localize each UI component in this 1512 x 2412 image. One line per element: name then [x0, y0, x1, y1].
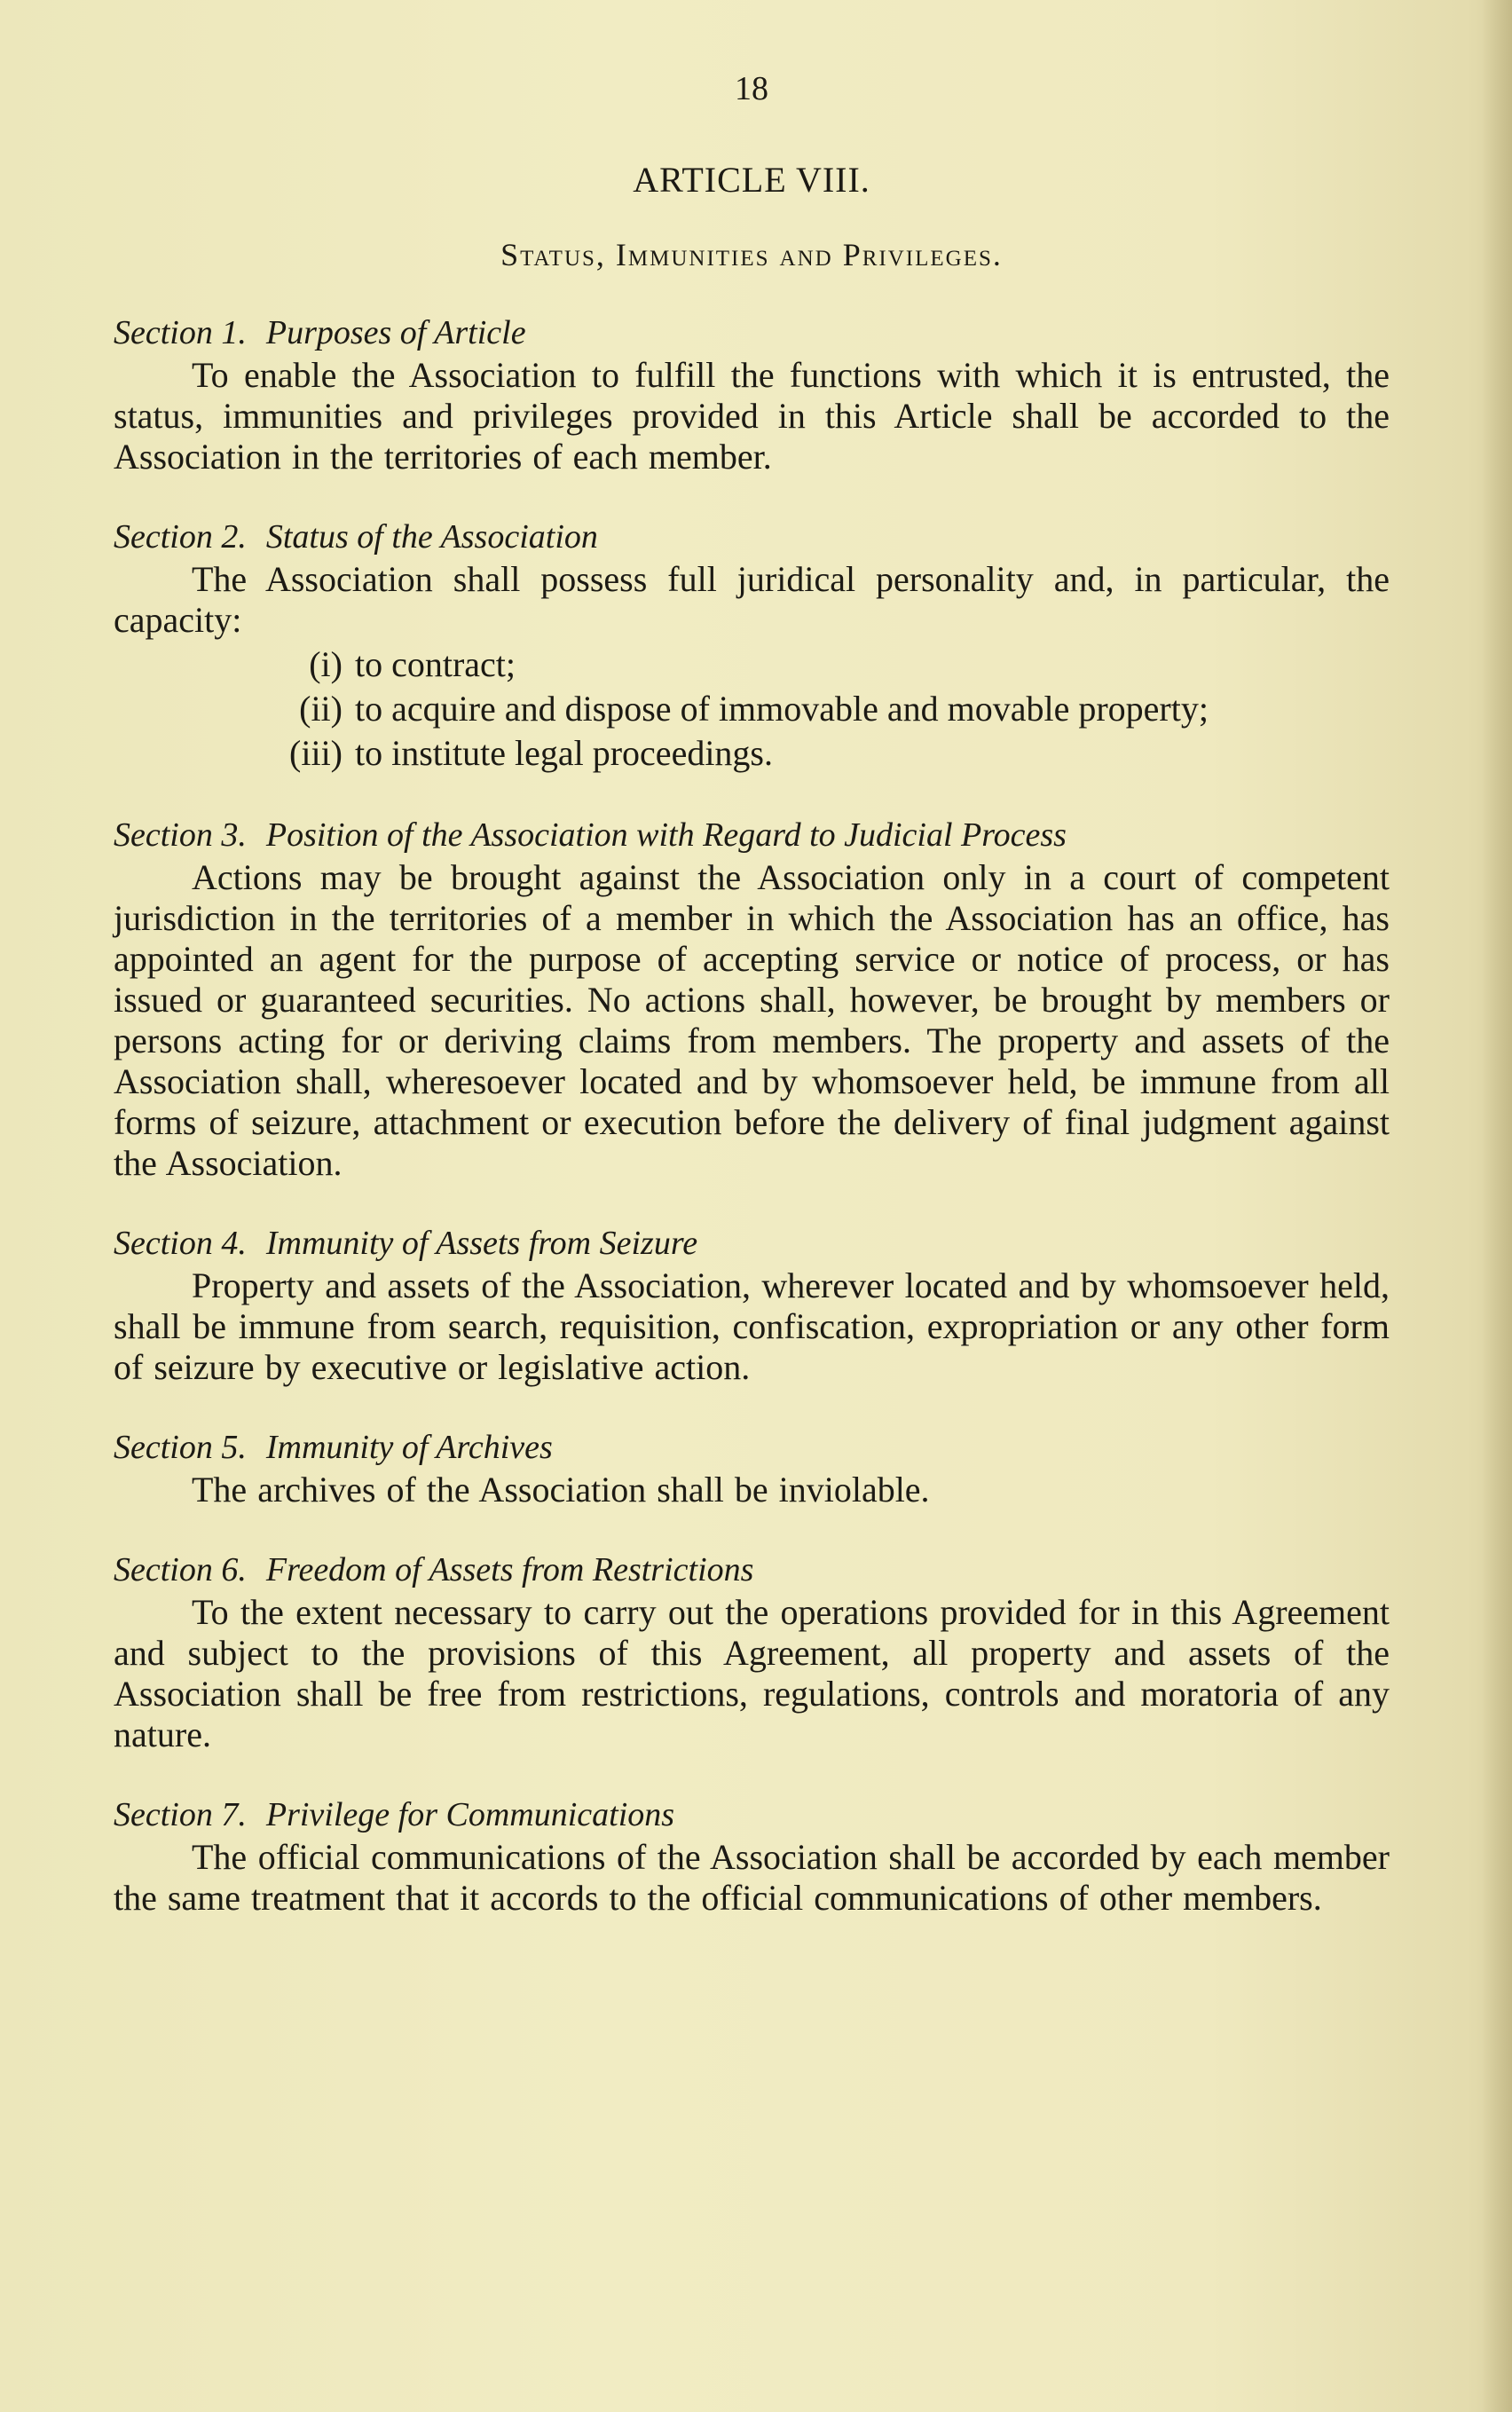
- list-text: to contract;: [355, 644, 516, 684]
- list-marker: (ii): [299, 689, 343, 729]
- section-number: Section 2.: [114, 518, 247, 556]
- section-paragraph: To the extent necessary to carry out the operations provided for in this Agreement and subject to the provisions of this Agreement, all property and assets of the Association shall be free from restrictions, regulations, controls and moratoria of any nature.: [114, 1592, 1390, 1754]
- section-title: Status of the Association: [265, 518, 598, 556]
- section-number: Section 7.: [114, 1796, 247, 1833]
- section-paragraph: Actions may be brought against the Association only in a court of competent jurisdiction in the territories of a member in which the Association has an office, has appointed an agent for the purpose of accepting service or notice of process, or has issued or guaranteed securities. No actions shall, however, be brought by members or persons acting for or deriving claims from members. The property and assets of the Association shall, wheresoever located and by whomsoever held, be immune from all forms of seizure, attachment or execution before the delivery of final judgment against the Association.: [114, 857, 1390, 1183]
- section-paragraph: The official communications of the Association shall be accorded by each member the same treatment that it accords to the official communications of other members.: [114, 1837, 1390, 1918]
- section-title: Purposes of Article: [265, 314, 526, 351]
- list-item: [114, 687, 1390, 731]
- section-heading: [114, 1794, 1390, 1835]
- section-heading: [114, 1223, 1390, 1264]
- list-text: to acquire and dispose of immovable and movable property;: [355, 689, 1209, 729]
- section-2: [114, 516, 1390, 776]
- section-3: [114, 815, 1390, 1184]
- list-item: [114, 731, 1390, 776]
- section-number: Section 1.: [114, 314, 247, 351]
- section-6: [114, 1549, 1390, 1755]
- article-title: ARTICLE VIII.: [633, 160, 870, 200]
- section-title: Immunity of Assets from Seizure: [265, 1225, 698, 1262]
- section-number: Section 5.: [114, 1429, 247, 1466]
- capacity-list: [114, 642, 1390, 776]
- section-title: Position of the Association with Regard to Judicial Process: [265, 816, 1067, 854]
- article-subtitle: Status, Immunities and Privileges.: [500, 237, 1003, 272]
- section-heading: [114, 815, 1390, 855]
- list-marker: (iii): [289, 733, 343, 773]
- page-edge-shadow: [1482, 0, 1512, 2412]
- list-marker: (i): [309, 644, 343, 684]
- section-paragraph: Property and assets of the Association, wherever located and by whomsoever held, shall be immune from search, requisition, confiscation, expropriation or any other form of seizure by executive or legislative action.: [114, 1265, 1390, 1387]
- list-text: to institute legal proceedings.: [355, 733, 773, 773]
- section-paragraph: To enable the Association to fulfill the functions with which it is entrusted, the status, immunities and privileges provided in this Article shall be accorded to the Association in the territories of each member.: [114, 355, 1390, 477]
- section-title: Immunity of Archives: [265, 1429, 553, 1466]
- section-1: [114, 312, 1390, 477]
- page-number: 18: [735, 70, 768, 107]
- section-number: Section 4.: [114, 1225, 247, 1262]
- section-heading: [114, 312, 1390, 353]
- list-item: [114, 642, 1390, 687]
- document-body: [114, 62, 1390, 1919]
- section-5: [114, 1427, 1390, 1510]
- section-4: [114, 1223, 1390, 1388]
- section-number: Section 6.: [114, 1551, 247, 1588]
- section-paragraph: The Association shall possess full juridical personality and, in particular, the capacity:: [114, 559, 1390, 640]
- section-heading: [114, 1427, 1390, 1468]
- section-heading: [114, 516, 1390, 557]
- section-paragraph: The archives of the Association shall be inviolable.: [192, 1470, 930, 1509]
- section-7: [114, 1794, 1390, 1919]
- section-title: Privilege for Communications: [265, 1796, 675, 1833]
- section-title: Freedom of Assets from Restrictions: [265, 1551, 754, 1588]
- section-heading: [114, 1549, 1390, 1590]
- section-number: Section 3.: [114, 816, 247, 854]
